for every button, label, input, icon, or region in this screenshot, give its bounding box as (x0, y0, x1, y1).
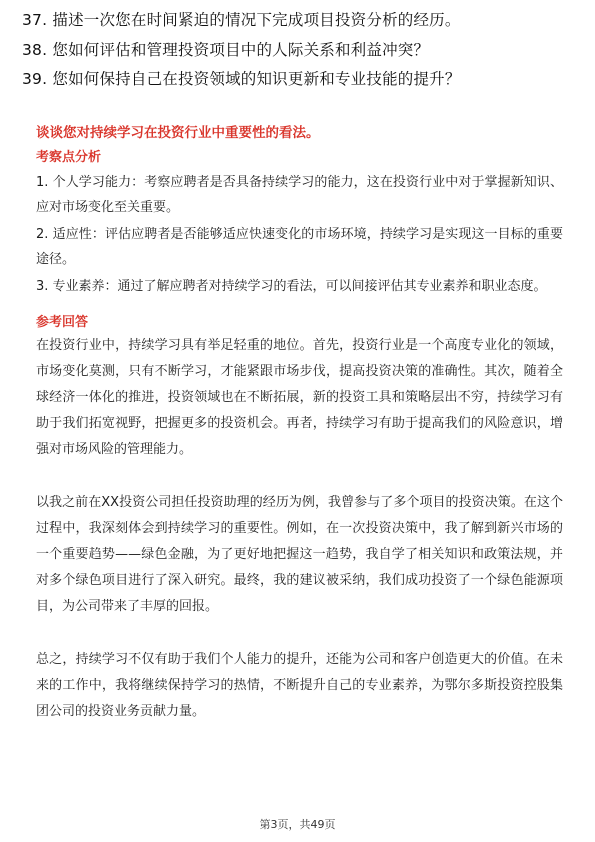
analysis-point-1: 1. 个人学习能力：考察应聘者是否具备持续学习的能力，这在投资行业中对于掌握新知识、应对市场变化至关重要。 (36, 175, 563, 215)
question-37: 37. 描述一次您在时间紧迫的情况下完成项目投资分析的经历。 (22, 11, 461, 29)
answer-section (36, 122, 563, 725)
answer-heading: 参考回答 (36, 315, 89, 330)
answer-paragraph-2: 以我之前在XX投资公司担任投资助理的经历为例，我曾参与了多个项目的投资决策。在这个过程中，我深刻体会到持续学习的重要性。例如，在一次投资决策中，我了解到新兴市场的一个重要趋势——绿色金融，为了更好地把握这一趋势，我自学了相关知识和政策法规，并对多个绿色项目进行了深入研究。最终，我的建议被采纳，我们成功投资了一个绿色能源项目，为公司带来了丰厚的回报。 (36, 495, 563, 614)
question-38: 38. 您如何评估和管理投资项目中的人际关系和利益冲突？ (22, 40, 430, 59)
page-number: 第3页，共49页 (259, 818, 336, 831)
section-title: 谈谈您对持续学习在投资行业中重要性的看法。 (36, 125, 320, 141)
question-list (22, 6, 582, 95)
analysis-point-3: 3. 专业素养：通过了解应聘者对持续学习的看法，可以间接评估其专业素养和职业态度。 (36, 279, 547, 294)
analysis-point-2: 2. 适应性：评估应聘者是否能够适应快速变化的市场环境，持续学习是实现这一目标的重要途径。 (36, 227, 563, 267)
paragraph-spacer (36, 463, 563, 490)
answer-paragraph-3: 总之，持续学习不仅有助于我们个人能力的提升，还能为公司和客户创造更大的价值。在未来的工作中，我将继续保持学习的热情，不断提升自己的专业素养，为鄂尔多斯投资控股集团公司的投资业务贡献力量。 (36, 652, 563, 719)
question-39: 39. 您如何保持自己在投资领域的知识更新和专业技能的提升？ (22, 70, 461, 88)
analysis-heading: 考察点分析 (36, 150, 102, 165)
answer-paragraph-1: 在投资行业中，持续学习具有举足轻重的地位。首先，投资行业是一个高度专业化的领域，市场变化莫测，只有不断学习，才能紧跟市场步伐，提高投资决策的准确性。其次，随着全球经济一体化的推进，投资领域也在不断拓展，新的投资工具和策略层出不穷，持续学习有助于我们拓宽视野，把握更多的投资机会。再者，持续学习有助于提高我们的风险意识，增强对市场风险的管理能力。 (36, 338, 563, 457)
paragraph-spacer (36, 620, 563, 647)
